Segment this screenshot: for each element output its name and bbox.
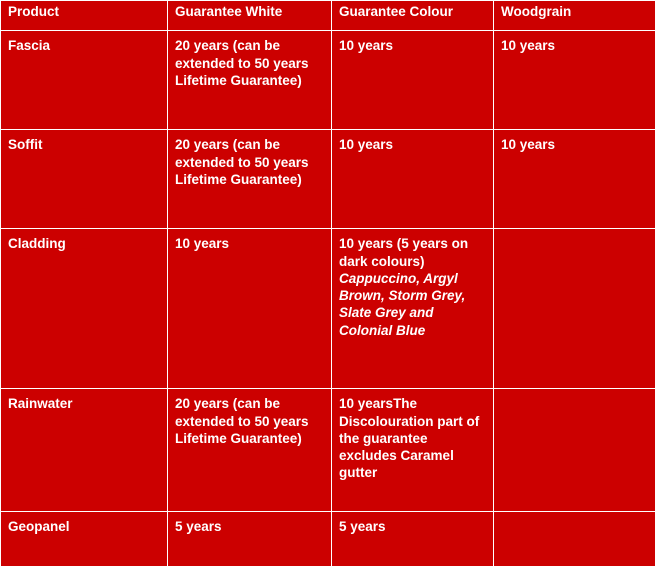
table-row: [1, 31, 655, 130]
table-row: [1, 229, 655, 389]
cell-guarantee-colour: 10 years: [332, 31, 494, 130]
table-row: [1, 130, 655, 229]
cell-woodgrain: [494, 512, 655, 567]
cell-guarantee-colour: 5 years: [332, 512, 494, 567]
cell-woodgrain: [494, 229, 655, 389]
cell-text-dark-colours-2: Slate Grey and Colonial Blue: [339, 304, 486, 339]
cell-text-discolouration-note: The Discolouration part of the guarantee excludes Caramel gutter: [339, 396, 479, 480]
cell-text-main: 10 years (5 years on dark colours): [339, 235, 486, 270]
table-row: [1, 389, 655, 512]
table-row: [1, 512, 655, 567]
table-header-row: [1, 1, 655, 31]
column-header-guarantee-white: Guarantee White: [168, 1, 332, 31]
cell-guarantee-white: 10 years: [168, 229, 332, 389]
cell-guarantee-white: 20 years (can be extended to 50 years Lifetime Guarantee): [168, 130, 332, 229]
cell-product: Geopanel: [1, 512, 168, 567]
cell-text-main: 10 years: [339, 396, 393, 411]
cell-guarantee-colour: 10 years: [332, 130, 494, 229]
cell-product: Rainwater: [1, 389, 168, 512]
cell-product: Cladding: [1, 229, 168, 389]
cell-woodgrain: [494, 389, 655, 512]
cell-guarantee-white: 5 years: [168, 512, 332, 567]
column-header-woodgrain: Woodgrain: [494, 1, 655, 31]
cell-woodgrain: 10 years: [494, 130, 655, 229]
cell-guarantee-colour: [332, 229, 494, 389]
cell-text-dark-colours-1: Cappuccino, Argyl Brown, Storm Grey,: [339, 270, 486, 305]
cell-woodgrain: 10 years: [494, 31, 655, 130]
cell-guarantee-white: 20 years (can be extended to 50 years Lifetime Guarantee): [168, 31, 332, 130]
cell-guarantee-colour: [332, 389, 494, 512]
cell-product: Soffit: [1, 130, 168, 229]
cell-product: Fascia: [1, 31, 168, 130]
column-header-guarantee-colour: Guarantee Colour: [332, 1, 494, 31]
cell-guarantee-white: 20 years (can be extended to 50 years Lifetime Guarantee): [168, 389, 332, 512]
column-header-product: Product: [1, 1, 168, 31]
